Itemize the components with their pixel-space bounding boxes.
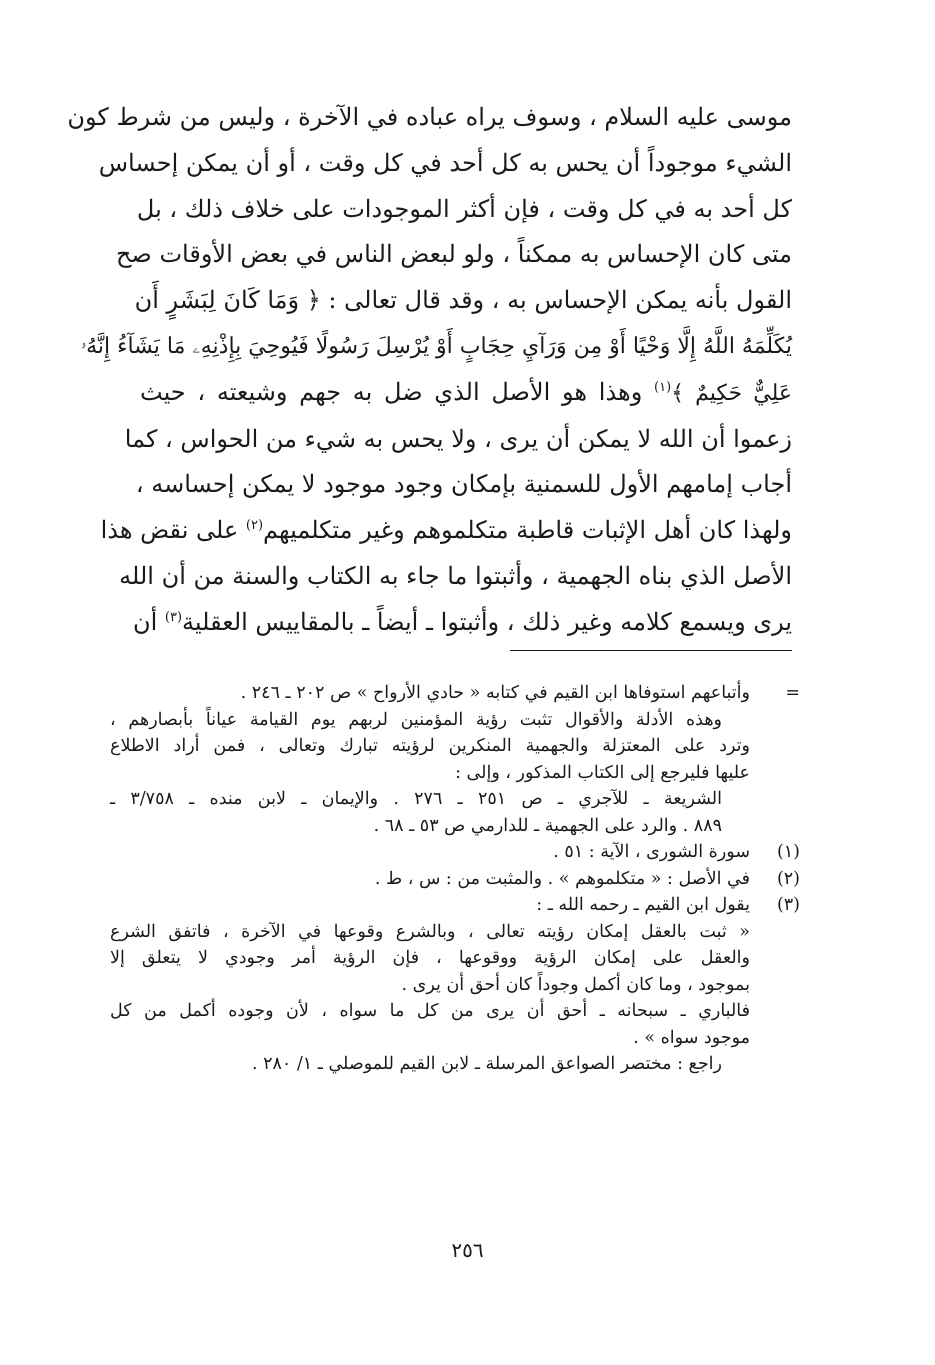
footnote-1 bbox=[110, 839, 800, 866]
main-line-text: أن bbox=[132, 607, 158, 636]
footnote-ref-3[interactable]: (٣) bbox=[164, 609, 183, 625]
footnote-mark: (٢) bbox=[776, 868, 800, 889]
footnote-ref-2[interactable]: (٢) bbox=[245, 518, 264, 534]
page-number: ٢٥٦ bbox=[451, 1238, 484, 1262]
footnote-line: الشريعة ـ للآجري ـ ص ٢٥١ ـ ٢٧٦ . والإيمان ـ لابن منده ـ ٣/٧٥٨ ـ bbox=[110, 789, 722, 809]
footnote-block bbox=[110, 813, 800, 840]
footnote-line: عليها فليرجع إلى الكتاب المذكور ، وإلى : bbox=[455, 762, 750, 783]
main-line: القول بأنه يمكن الإحساس به ، وقد قال تعالى : ﴿ وَمَا كَانَ لِبَشَرٍ أَن bbox=[134, 286, 792, 315]
footnote-line: موجود سواه » . bbox=[633, 1027, 750, 1048]
main-line-mixed bbox=[140, 370, 792, 417]
main-line-text: على نقض هذا bbox=[100, 516, 239, 545]
main-line: موسى عليه السلام ، وسوف يراه عباده في الآخرة ، وليس من شرط كون bbox=[67, 103, 792, 131]
footnote-quote bbox=[110, 919, 800, 1052]
footnote-mark: (١) bbox=[776, 842, 800, 862]
quran-verse-end: عَلِيٌّ حَكِيمٌ ﴾ bbox=[671, 380, 792, 406]
footnote-line: راجع : مختصر الصواعق المرسلة ـ لابن القيم للموصلي ـ ١/ ٢٨٠ . bbox=[251, 1054, 722, 1074]
main-text bbox=[67, 95, 792, 646]
main-line: زعموا أن الله لا يمكن أن يرى ، ولا يحس به شيء من الحواس ، كما bbox=[124, 424, 792, 453]
footnote-text: يقول ابن القيم ـ رحمه الله ـ : bbox=[536, 895, 750, 915]
footnote-text: سورة الشورى ، الآية : ٥١ . bbox=[553, 842, 750, 862]
main-line-mixed bbox=[132, 600, 792, 646]
footnote-line: « ثبت بالعقل إمكان رؤيته تعالى ، وبالشرع وقوعها في الآخرة ، فاتفق الشرع bbox=[110, 921, 750, 942]
footnote-text: في الأصل : « متكلموهم » . والمثبت من : س ، ط . bbox=[374, 868, 750, 889]
main-line-text: وهذا هو الأصل الذي ضل به جهم وشيعته ، حيث bbox=[140, 377, 643, 406]
continuation-mark: = bbox=[785, 683, 800, 703]
footnote-separator bbox=[510, 650, 792, 651]
main-line: الأصل الذي بناه الجهمية ، وأثبتوا ما جاء به الكتاب والسنة من أن الله bbox=[119, 561, 792, 590]
footnote-block bbox=[110, 733, 800, 786]
footnote-reference bbox=[110, 1051, 800, 1078]
main-line: الشيء موجوداً أن يحس به كل أحد في كل وقت ، أو أن يمكن إحساس bbox=[98, 148, 792, 177]
main-line-mixed bbox=[100, 508, 792, 554]
footnote-mark: (٣) bbox=[776, 895, 800, 915]
footnote-continuation bbox=[110, 680, 800, 707]
footnote-line: ٨٨٩ . والرد على الجهمية ـ للدارمي ص ٥٣ ـ ٦٨ . bbox=[373, 815, 722, 836]
footnote-block bbox=[110, 786, 800, 813]
footnote-line: فالباري ـ سبحانه ـ أحق أن يرى من كل ما سواه ، لأن وجوده أكمل من كل bbox=[110, 1001, 750, 1021]
footnote-block bbox=[110, 707, 800, 734]
footnote-2 bbox=[110, 866, 800, 893]
footnote-line: وترد على المعتزلة والجهمية المنكرين لرؤيته تبارك وتعالى ، فمن أراد الاطلاع bbox=[110, 736, 750, 756]
main-line-text: ولهذا كان أهل الإثبات قاطبة متكلموهم وغير متكلميهم bbox=[263, 516, 792, 545]
main-line: كل أحد به في كل وقت ، فإن أكثر الموجودات على خلاف ذلك ، بل bbox=[136, 194, 792, 223]
footnotes bbox=[110, 680, 800, 1078]
footnote-3 bbox=[110, 892, 800, 919]
main-line: متى كان الإحساس به ممكناً ، ولو لبعض الناس في بعض الأوقات صح bbox=[115, 240, 792, 269]
main-line: أجاب إمامهم الأول للسمنية بإمكان وجود موجود لا يمكن إحساسه ، bbox=[135, 470, 792, 499]
footnote-ref-1[interactable]: (١) bbox=[654, 379, 672, 395]
footnote-line: وهذه الأدلة والأقوال تثبت رؤية المؤمنين لربهم يوم القيامة عياناً بأبصارهم ، bbox=[110, 709, 722, 730]
footnote-line: بموجود ، وما كان أكمل وجوداً كان أحق أن يرى . bbox=[401, 974, 750, 995]
footnote-line: وأتباعهم استوفاها ابن القيم في كتابه « حادي الأرواح » ص ٢٠٢ ـ ٢٤٦ . bbox=[240, 683, 750, 703]
main-line-text: يرى ويسمع كلامه وغير ذلك ، وأثبتوا ـ أيضاً ـ بالمقاييس العقلية bbox=[182, 607, 792, 636]
quran-verse-line: يُكَلِّمَهُ اللَّهُ إِلَّا وَحْيًا أَوْ مِن وَرَآيِ حِجَابٍ أَوْ يُرْسِلَ رَسُولًا فَيُوحِيَ بِإِذْنِهِۦ مَا يَشَآءُ إِنَّهُۥ bbox=[80, 333, 792, 359]
footnote-line: والعقل على إمكان الرؤية ووقوعها ، فإن الرؤية أمر وجودي لا يتعلق إلا bbox=[110, 948, 750, 968]
